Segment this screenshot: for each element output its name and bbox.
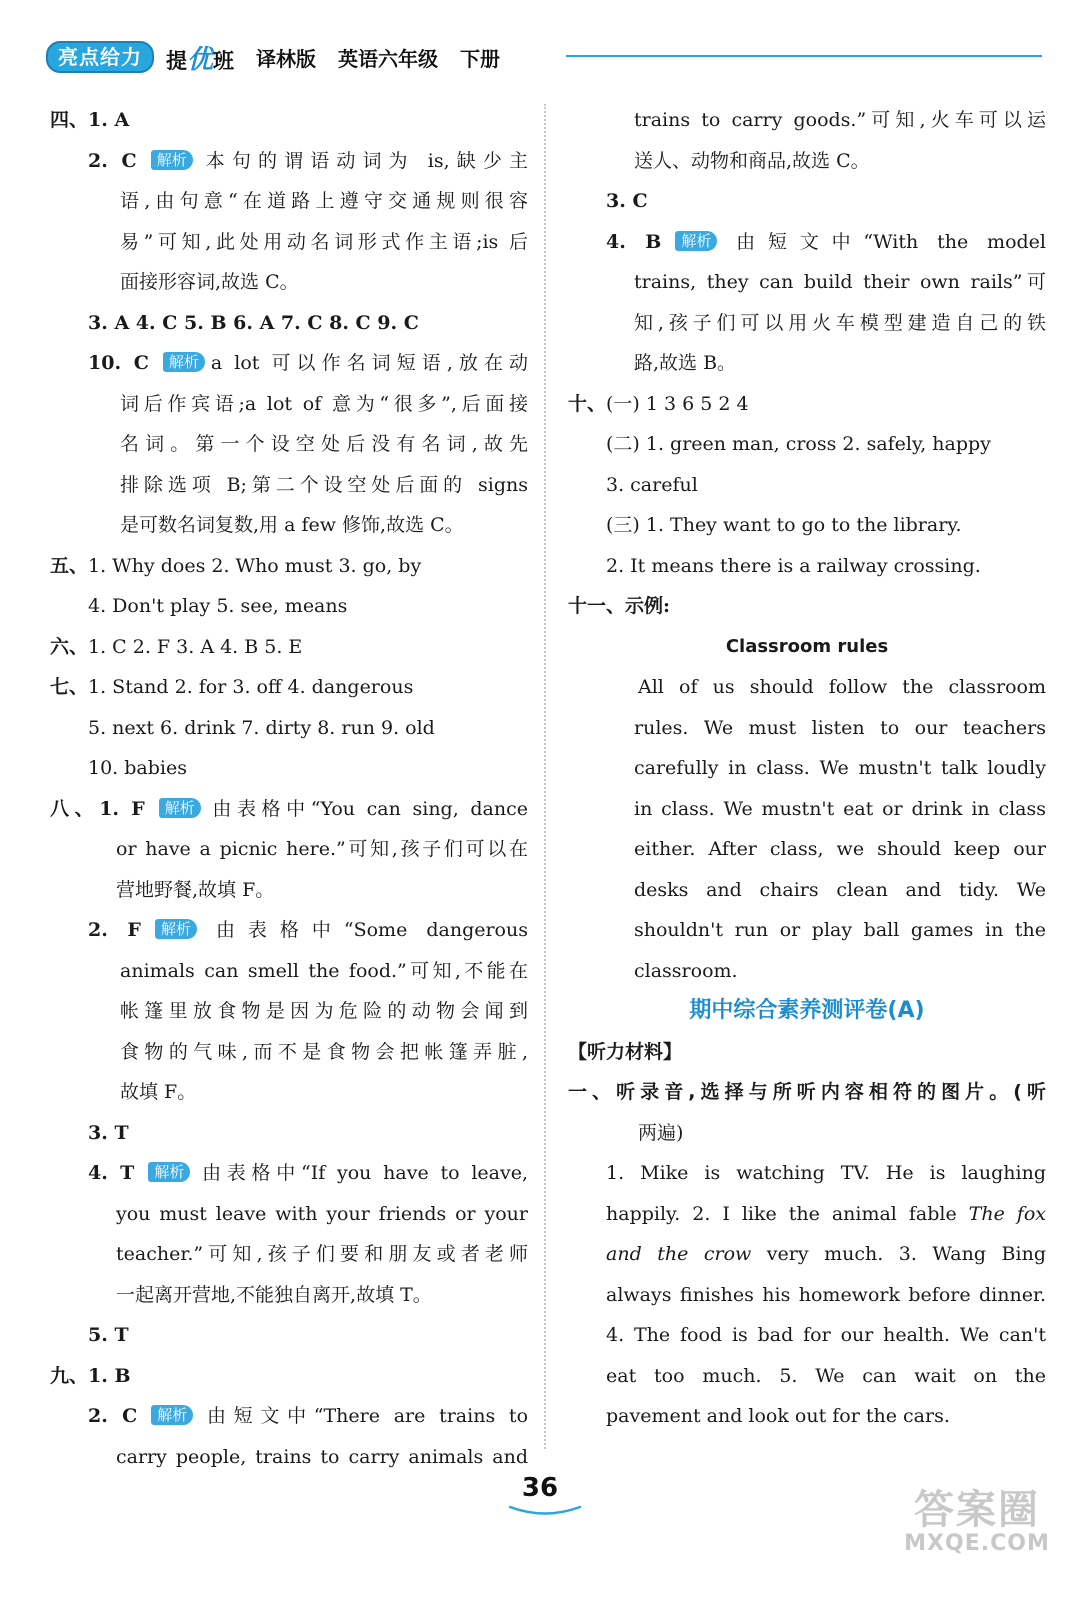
answer-line: 六、1. C 2. F 3. A 4. B 5. E xyxy=(50,635,303,658)
essay-line: classroom. xyxy=(634,959,738,982)
essay-line: desks and chairs clean and tidy. We xyxy=(634,878,1046,901)
answer-line: 帐篷里放食物是因为危险的动物会闻到 xyxy=(120,1000,528,1022)
listening-line: 1. Mike is watching TV. He is laughing xyxy=(606,1162,1046,1184)
answer-line: 3. C xyxy=(606,190,648,212)
answer-line: 七、1. Stand 2. for 3. off 4. dangerous xyxy=(50,676,414,698)
answer-line: animals can smell the food.”可知,不能在 xyxy=(120,959,528,982)
volume-label: 下册 xyxy=(460,46,501,71)
answer-line: 九、1. B xyxy=(50,1364,131,1387)
answer-line: 4. Don't play 5. see, means xyxy=(88,595,348,617)
answer-line: 3. T xyxy=(88,1121,129,1144)
analysis-tag: 解析 xyxy=(159,798,201,818)
answer-line: 3. A 4. C 5. B 6. A 7. C 8. C 9. C xyxy=(88,311,419,334)
answer-line: (三) 1. They want to go to the library. xyxy=(606,514,962,536)
essay-line: either. After class, we should keep our xyxy=(634,838,1046,860)
answer-line: 五、1. Why does 2. Who must 3. go, by xyxy=(50,554,422,577)
answer-line: 语,由句意“在道路上遵守交通规则很容 xyxy=(120,190,528,212)
answer-line: 名词。第一个设空处后没有名词,故先 xyxy=(120,433,528,455)
answer-line: 八、1. F 解析 由表格中“You can sing, dance xyxy=(50,797,528,820)
answer-line: carry people, trains to carry animals and xyxy=(116,1445,528,1468)
answer-line: 词后作宾语;a lot of 意为“很多”,后面接 xyxy=(120,392,528,415)
answer-line: 易”可知,此处用动名词形式作主语;is 后 xyxy=(120,230,528,253)
exam-title: 期中综合素养测评卷(A) xyxy=(689,998,925,1023)
right-column xyxy=(568,100,1046,1437)
column-divider xyxy=(544,104,546,1449)
answer-line: 路,故选 B。 xyxy=(634,352,737,374)
answer-line: 十、(一) 1 3 6 5 2 4 xyxy=(568,392,749,415)
essay-line: All of us should follow the classroom xyxy=(638,676,1046,698)
listening-line: and the crow very much. 3. Wang Bing xyxy=(606,1243,1046,1265)
answer-line: 知,孩子们可以用火车模型建造自己的铁 xyxy=(634,311,1046,334)
series-name: 提优班 xyxy=(166,44,235,75)
answer-line: 5. T xyxy=(88,1324,129,1346)
answer-line: 10. C 解析 a lot 可以作名词短语,放在动 xyxy=(88,352,528,374)
question-heading: 一、听录音,选择与所听内容相符的图片。(听 xyxy=(568,1081,1046,1103)
answer-line: 是可数名词复数,用 a few 修饰,故选 C。 xyxy=(120,514,464,536)
analysis-tag: 解析 xyxy=(155,919,197,939)
answer-line: 2. It means there is a railway crossing. xyxy=(606,554,981,577)
edition-label: 译林版 xyxy=(256,46,317,71)
essay-line: rules. We must listen to our teachers xyxy=(634,716,1046,739)
answer-line: 2. F 解析 由表格中“Some dangerous xyxy=(88,919,528,941)
essay-line: carefully in class. We mustn't talk loudly xyxy=(634,757,1046,779)
page-number-swoosh xyxy=(508,1504,582,1518)
answer-line: 一起离开营地,不能独自离开,故填 T。 xyxy=(116,1283,432,1306)
answer-line: trains to carry goods.”可知,火车可以运 xyxy=(634,109,1046,131)
subject-label: 英语六年级 xyxy=(338,46,439,71)
question-heading: 两遍) xyxy=(638,1121,684,1144)
watermark-logo: 答案圈 xyxy=(914,1487,1040,1533)
listening-line: 4. The food is bad for our health. We can't xyxy=(606,1324,1046,1346)
brand-logo: 亮点给力 xyxy=(46,41,154,73)
answer-line: 2. C 解析 由短文中“There are trains to xyxy=(88,1405,528,1427)
answer-line: 4. T 解析 由表格中“If you have to leave, xyxy=(88,1162,528,1184)
answer-line: 4. B 解析 由短文中“With the model xyxy=(606,230,1046,253)
essay-title: Classroom rules xyxy=(725,635,889,657)
section-heading: 十一、示例: xyxy=(568,595,671,617)
essay-line: shouldn't run or play ball games in the xyxy=(634,919,1046,941)
watermark-url: MXQE.COM xyxy=(904,1531,1050,1556)
answer-line: 面接形容词,故选 C。 xyxy=(120,271,299,293)
answer-line: 四、1. A xyxy=(50,109,130,131)
listening-line: eat too much. 5. We can wait on the xyxy=(606,1364,1046,1387)
answer-line: (二) 1. green man, cross 2. safely, happy xyxy=(606,433,991,455)
answer-line: 2. C 解析 本句的谓语动词为 is,缺少主 xyxy=(88,149,528,172)
header-rule xyxy=(566,55,1042,57)
listening-line: happily. 2. I like the animal fable The fox xyxy=(606,1202,1046,1225)
answer-line: 5. next 6. drink 7. dirty 8. run 9. old xyxy=(88,716,435,739)
analysis-tag: 解析 xyxy=(148,1162,190,1182)
listening-heading: 【听力材料】 xyxy=(568,1040,683,1063)
left-column xyxy=(50,100,528,1477)
answer-line: 营地野餐,故填 F。 xyxy=(116,878,275,901)
answer-line: you must leave with your friends or your xyxy=(116,1202,528,1225)
page-number: 36 xyxy=(521,1473,559,1503)
analysis-tag: 解析 xyxy=(675,231,717,251)
page-header xyxy=(46,40,1046,74)
answer-line: 10. babies xyxy=(88,757,187,779)
answer-line: 故填 F。 xyxy=(120,1081,197,1103)
answer-line: teacher.”可知,孩子们要和朋友或者老师 xyxy=(116,1243,528,1265)
analysis-tag: 解析 xyxy=(151,1405,193,1425)
answer-line: or have a picnic here.”可知,孩子们可以在 xyxy=(116,838,528,860)
analysis-tag: 解析 xyxy=(163,352,205,372)
essay-line: in class. We mustn't eat or drink in class xyxy=(634,797,1046,820)
answer-line: 食物的气味,而不是食物会把帐篷弄脏, xyxy=(120,1040,528,1063)
analysis-tag: 解析 xyxy=(151,150,193,170)
answer-line: 送人、动物和商品,故选 C。 xyxy=(634,149,870,172)
answer-line: 排除选项 B;第二个设空处后面的 signs xyxy=(120,473,528,496)
answer-line: 3. careful xyxy=(606,473,698,496)
listening-line: always finishes his homework before dinner. xyxy=(606,1283,1046,1306)
listening-line: pavement and look out for the cars. xyxy=(606,1405,950,1427)
answer-line: trains, they can build their own rails”可 xyxy=(634,271,1046,293)
watermark xyxy=(892,1478,1062,1556)
